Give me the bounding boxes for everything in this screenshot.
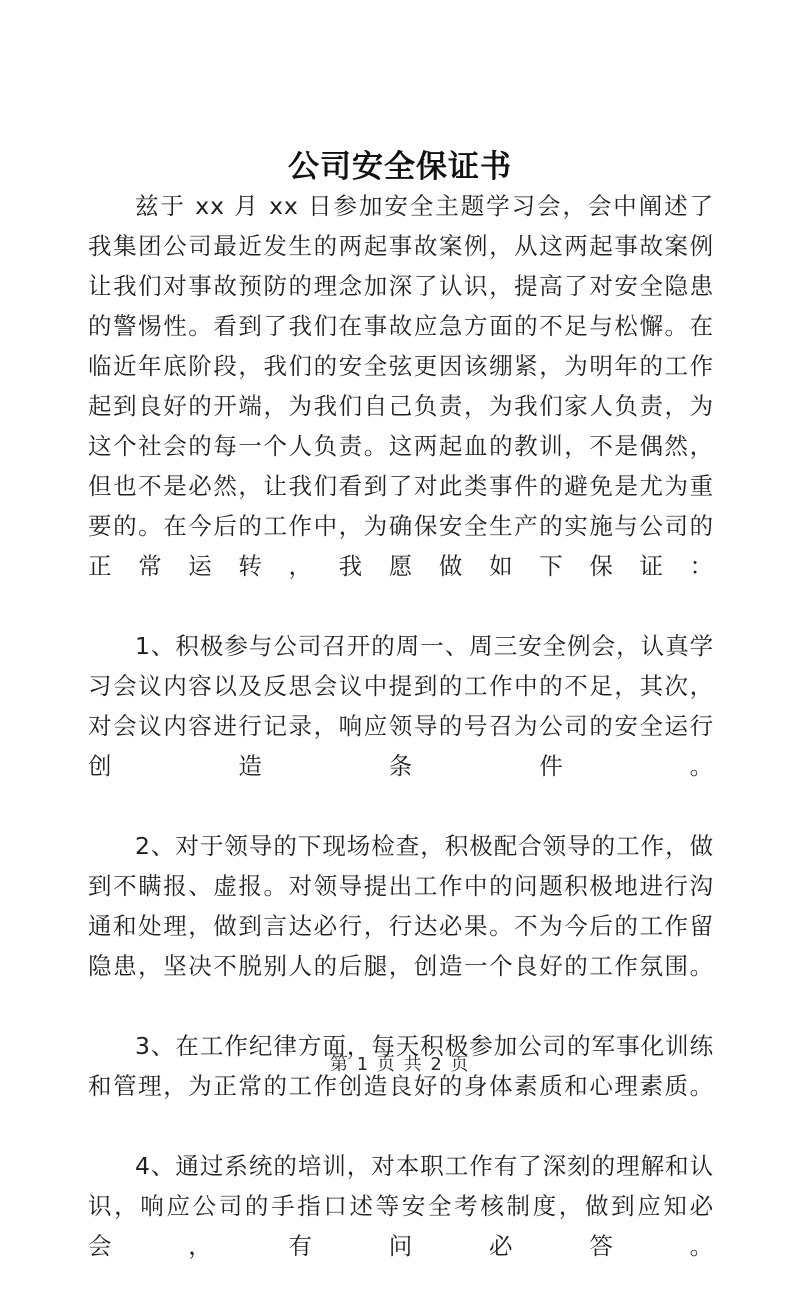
paragraph-commitment-2: 2、对于领导的下现场检查，积极配合领导的工作，做到不瞒报、虚报。对领导提出工作中的问题积极地进行沟通和处理，做到言达必行，行达必果。不为今后的工作留隐患，坚决不脱别人的后腿，创造一个良好的工作氛围。 — [88, 832, 714, 980]
paragraph-commitment-1: 1、积极参与公司召开的周一、周三安全例会，认真学习会议内容以及反思会议中提到的工作中的不足，其次，对会议内容进行记录，响应领导的号召为公司的安全运行创造条件。 — [88, 632, 714, 780]
paragraph-commitment-4: 4、通过系统的培训，对本职工作有了深刻的理解和认识，响应公司的手指口述等安全考核制度，做到应知必会，有问必答。 — [88, 1152, 714, 1260]
page-number-footer: 第 1 页 共 2 页 — [329, 1054, 470, 1075]
paragraph-commitment-3: 3、在工作纪律方面，每天积极参加公司的军事化训练和管理，为正常的工作创造良好的身体素质和心理素质。 — [88, 1032, 714, 1100]
paragraph-intro: 兹于 xx 月 xx 日参加安全主题学习会，会中阐述了我集团公司最近发生的两起事故案例，从这两起事故案例让我们对事故预防的理念加深了认识，提高了对安全隐患的警惕性。看到了我们在事故应急方面的不足与松懈。在临近年底阶段，我们的安全弦更因该绷紧，为明年的工作起到良好的开端，为我们自己负责，为我们家人负责，为这个社会的每一个人负责。这两起血的教训，不是偶然，但也不是必然，让我们看到了对此类事件的避免是尤为重要的。在今后的工作中，为确保安全生产的实施与公司的正常运转，我愿做如下保证： — [88, 192, 714, 580]
document-body — [88, 186, 714, 1306]
page-title: 公司安全保证书 — [288, 148, 512, 185]
